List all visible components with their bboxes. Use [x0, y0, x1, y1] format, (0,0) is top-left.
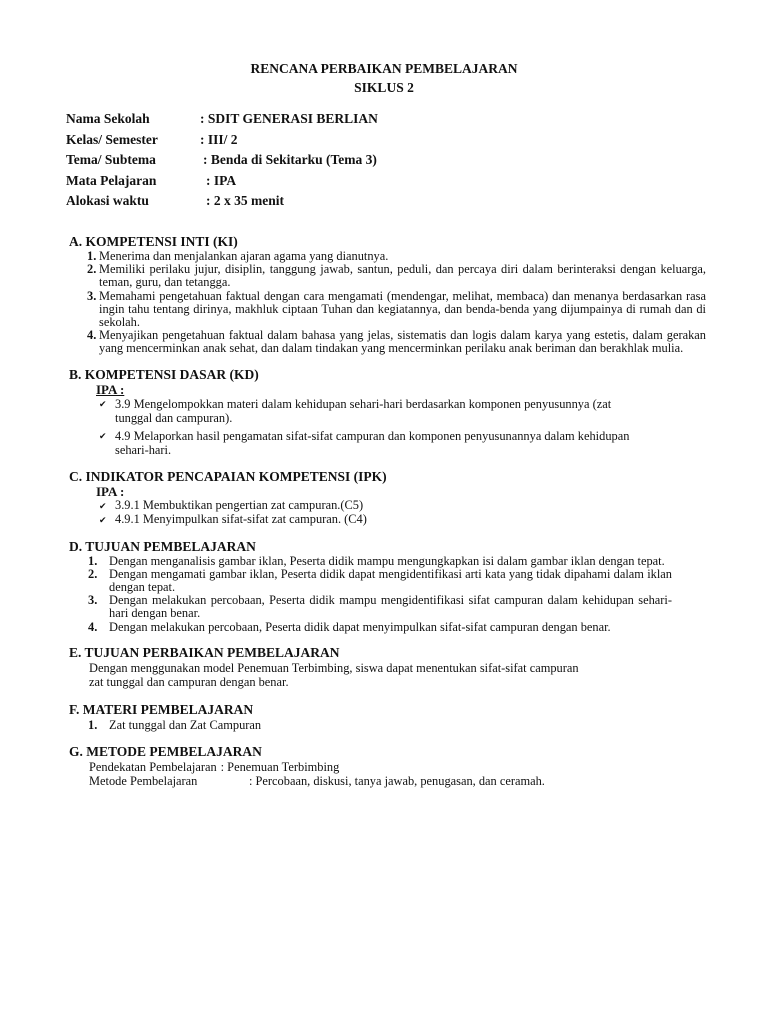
list-number: 3. [88, 593, 98, 608]
info-label: Kelas/ Semester [66, 131, 158, 147]
identity-table [66, 109, 768, 212]
section-tujuan [69, 539, 706, 634]
list-text: Memahami pengetahuan faktual dengan cara mengamati (mendengar, melihat, membaca) dan menanya berdasarkan rasa ingin tahu tentang dirinya, makhluk ciptaan Tuhan dan kegiatannya, dan benda-benda yang dijumpainya di rumah dan di sekolah. [99, 288, 706, 329]
list-number: 1. [88, 717, 98, 732]
document-title: RENCANA PERBAIKAN PEMBELAJARAN [250, 61, 518, 76]
section-perbaikan [69, 645, 706, 690]
check-bullet-icon: ✔ [99, 500, 107, 511]
list-text: 3.9.1 Membuktikan pengertian zat campuran.(C5) [115, 497, 364, 512]
info-row-theme [66, 150, 768, 171]
document-subtitle: SIKLUS 2 [354, 80, 414, 95]
list-number: 2. [87, 262, 97, 277]
list-text: 4.9.1 Menyimpulkan sifat-sifat zat campuran. (C4) [115, 511, 367, 526]
check-bullet-icon: ✔ [99, 398, 107, 409]
ki-list [87, 250, 706, 356]
info-value: : III/ 2 [200, 131, 238, 147]
section-ki [69, 234, 706, 356]
list-item [87, 329, 706, 355]
subject-label: IPA : [96, 483, 125, 499]
section-heading: B. KOMPETENSI DASAR (KD) [69, 366, 259, 382]
list-item [87, 290, 706, 330]
paragraph: Dengan menggunakan model Penemuan Terbimbing, siswa dapat menentukan sifat-sifat campuran zat tunggal dan campuran dengan benar. [89, 660, 579, 690]
info-label: Alokasi waktu [66, 193, 149, 209]
info-row-subject [66, 171, 768, 192]
info-row-time [66, 191, 768, 212]
list-number: 2. [88, 566, 98, 581]
list-item [88, 555, 672, 568]
info-row-class [66, 130, 768, 151]
info-value: : Benda di Sekitarku (Tema 3) [203, 152, 377, 168]
list-item [87, 263, 706, 289]
materi-list [88, 718, 706, 732]
list-text: Dengan menganalisis gambar iklan, Peserta didik mampu mengungkapkan isi dalam gambar iklan dengan tepat. [109, 553, 665, 568]
section-heading: E. TUJUAN PERBAIKAN PEMBELAJARAN [69, 644, 340, 660]
list-text: 3.9 Mengelompokkan materi dalam kehidupan sehari-hari berdasarkan komponen penyusunnya (zat tunggal dan campuran). [115, 396, 612, 425]
tujuan-list [88, 555, 672, 634]
section-metode [69, 744, 706, 788]
list-item [88, 568, 672, 594]
info-value: : IPA [206, 172, 237, 188]
list-text: Dengan melakukan percobaan, Peserta didik mampu mengidentifikasi sifat campuran dalam kehidupan sehari-hari dengan benar. [109, 593, 672, 621]
list-text: Dengan melakukan percobaan, Peserta didik dapat menyimpulkan sifat-sifat campuran dengan benar. [109, 619, 611, 634]
list-item [88, 621, 672, 634]
section-heading: A. KOMPETENSI INTI (KI) [69, 233, 238, 249]
kd-list [99, 397, 646, 457]
info-value: : SDIT GENERASI BERLIAN [200, 111, 378, 126]
info-value: : 2 x 35 menit [206, 193, 284, 209]
metode-value: : Penemuan Terbimbing [220, 759, 340, 774]
list-number: 1. [88, 553, 98, 568]
list-text: Memiliki perilaku jujur, disiplin, tanggung jawab, santun, peduli, dan percaya diri dalam berinteraksi dengan keluarga, teman, guru, dan tetangga. [99, 262, 706, 290]
list-number: 4. [87, 328, 97, 343]
list-item [99, 513, 706, 527]
list-item [88, 718, 706, 732]
list-text: Menerima dan menjalankan ajaran agama yang dianutnya. [99, 248, 389, 263]
section-heading: C. INDIKATOR PENCAPAIAN KOMPETENSI (IPK) [69, 468, 387, 484]
info-row-school [66, 109, 768, 130]
list-number: 3. [87, 288, 97, 303]
check-bullet-icon: ✔ [99, 430, 107, 441]
list-item [99, 499, 706, 513]
list-item [99, 429, 646, 457]
section-heading: G. METODE PEMBELAJARAN [69, 743, 262, 759]
metode-label: Pendekatan Pembelajaran [89, 759, 217, 774]
list-text: Dengan mengamati gambar iklan, Peserta didik dapat mengidentifikasi arti kata yang tidak dipahami dalam iklan dengan tepat. [109, 566, 672, 594]
section-heading: D. TUJUAN PEMBELAJARAN [69, 538, 256, 554]
info-label: Tema/ Subtema [66, 152, 156, 168]
list-number: 4. [88, 619, 98, 634]
section-heading: F. MATERI PEMBELAJARAN [69, 701, 254, 717]
list-number: 1. [87, 248, 97, 263]
list-text: Menyajikan pengetahuan faktual dalam bahasa yang jelas, sistematis dan logis dalam karya yang estetis, dalam gerakan yang mencerminkan anak sehat, dan dalam tindakan yang mencerminkan perilaku anak beriman dan berakhlak mulia. [99, 328, 706, 356]
list-item [88, 594, 672, 620]
list-text: Zat tunggal dan Zat Campuran [109, 717, 262, 732]
subject-label: IPA : [96, 381, 125, 397]
section-materi [69, 702, 706, 732]
metode-label: Metode Pembelajaran [89, 773, 198, 788]
list-text: 4.9 Melaporkan hasil pengamatan sifat-sifat campuran dan komponen penyusunannya dalam kehidupan sehari-hari. [115, 428, 630, 457]
info-label: Nama Sekolah [66, 111, 150, 126]
section-kd [69, 367, 706, 457]
list-item [99, 397, 646, 425]
section-ipk [69, 469, 706, 527]
metode-row [89, 760, 706, 774]
info-label: Mata Pelajaran [66, 172, 157, 188]
check-bullet-icon: ✔ [99, 514, 107, 525]
ipk-list [99, 499, 706, 527]
metode-value: : Percobaan, diskusi, tanya jawab, penugasan, dan ceramah. [249, 773, 545, 788]
metode-row [89, 774, 706, 788]
